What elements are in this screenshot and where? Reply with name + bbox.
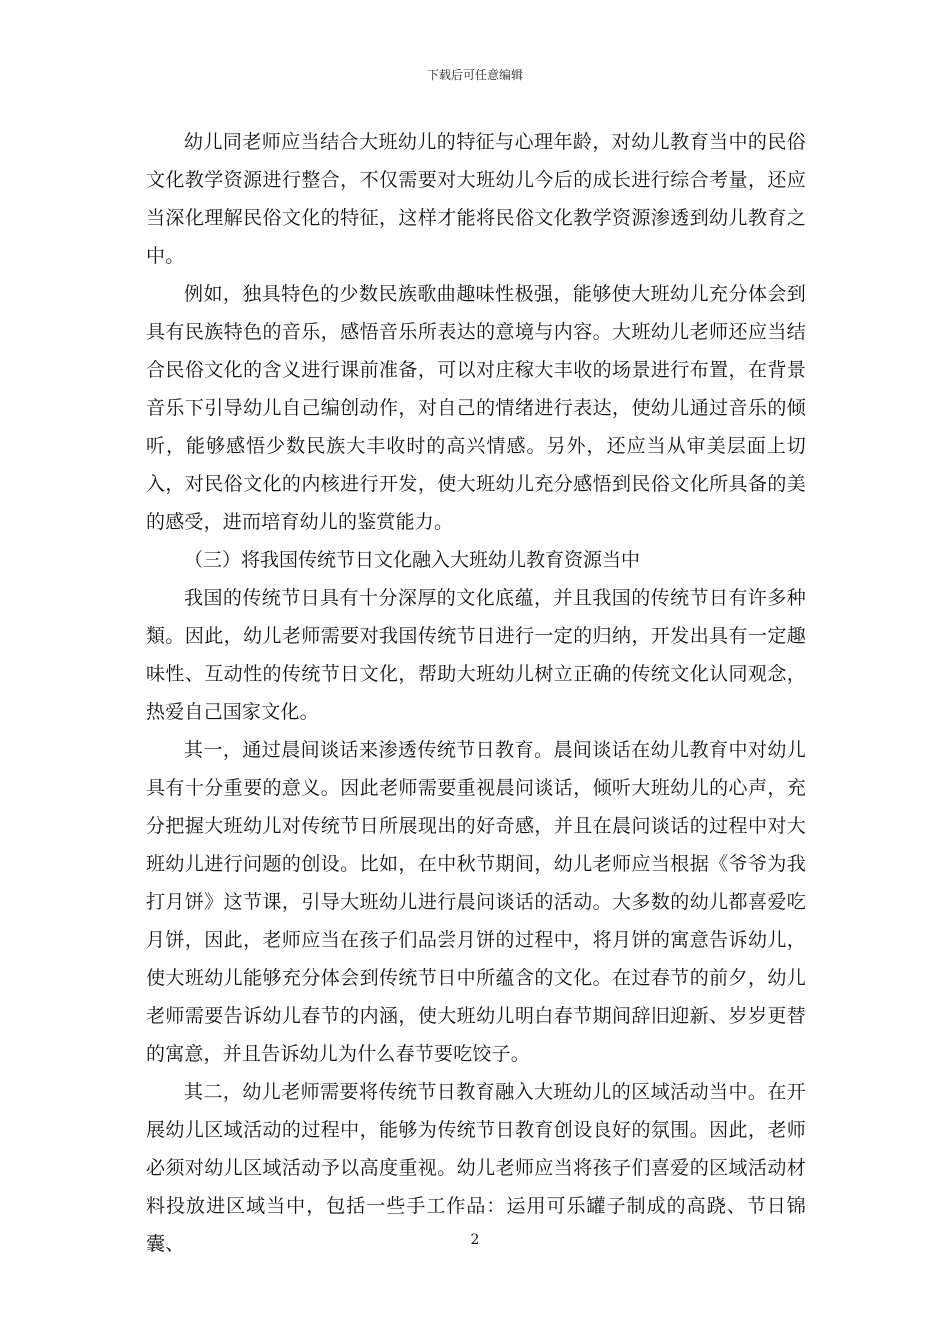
page-number: 2 <box>470 1232 480 1248</box>
document-body <box>146 123 806 1263</box>
paragraph-area-activities: 其二，幼儿老师需要将传统节日教育融入大班幼儿的区域活动当中。在开展幼儿区域活动的过程中，能够为传统节日教育创设良好的氛围。因此，老师必须对幼儿区域活动予以高度重视。幼儿老师应当将孩子们喜爱的区域活动材料投放进区域当中，包括一些手工作品：运用可乐罐子制成的高跷、节日锦囊、 <box>146 1081 806 1255</box>
paragraph-folk-culture-integration: 幼儿同老师应当结合大班幼儿的特征与心理年龄，对幼儿教育当中的民俗文化教学资源进行整合，不仅需要对大班幼儿今后的成长进行综合考量，还应当深化理解民俗文化的特征，这样才能将民俗文化教学资源渗透到幼儿教育之中。 <box>146 131 806 267</box>
section-heading-traditional-festivals: （三）将我国传统节日文化融入大班幼儿教育资源当中 <box>184 549 641 571</box>
paragraph-traditional-festivals-intro: 我国的传统节日具有十分深厚的文化底蕴，并且我国的传统节日有许多种類。因此，幼儿老师需要对我国传统节日进行一定的归纳，开发出具有一定趣味性、互动性的传统节日文化，帮助大班幼儿树立正确的传统文化认同观念，热爱自己国家文化。 <box>146 587 806 723</box>
paragraph-ethnic-music-example: 例如，独具特色的少数民族歌曲趣味性极强，能够使大班幼儿充分体会到具有民族特色的音乐，感悟音乐所表达的意境与内容。大班幼儿老师还应当结合民俗文化的含义进行课前准备，可以对庄稼大丰收的场景进行布置，在背景音乐下引导幼儿自己编创动作，对自己的情绪进行表达，使幼儿通过音乐的倾听，能够感悟少数民族大丰收时的高兴情感。另外，还应当从审美层面上切入，对民俗文化的内核进行开发，使大班幼儿充分感悟到民俗文化所具备的美的感受，进而培育幼儿的鉴赏能力。 <box>146 283 806 533</box>
paragraph-morning-talk: 其一，通过晨间谈话来渗透传统节日教育。晨间谈话在幼儿教育中对幼儿具有十分重要的意义。因此老师需要重视晨问谈话，倾听大班幼儿的心声，充分把握大班幼儿对传统节日所展现出的好奇感，并且在晨问谈话的过程中对大班幼儿进行问题的创设。比如，在中秋节期间，幼儿老师应当根据《爷爷为我打月饼》这节课，引导大班幼儿进行晨问谈话的活动。大多数的幼儿都喜爱吃月饼，因此，老师应当在孩子们品尝月饼的过程中，将月饼的寓意告诉幼儿，使大班幼儿能够充分体会到传统节日中所蕴含的文化。在过春节的前夕，幼儿老师需要告诉幼儿春节的内涵，使大班幼儿明白春节期间辞旧迎新、岁岁更替的寓意，并且告诉幼儿为什么春节要吃饺子。 <box>146 739 806 1065</box>
header-note: 下载后可任意编辑 <box>426 68 523 82</box>
